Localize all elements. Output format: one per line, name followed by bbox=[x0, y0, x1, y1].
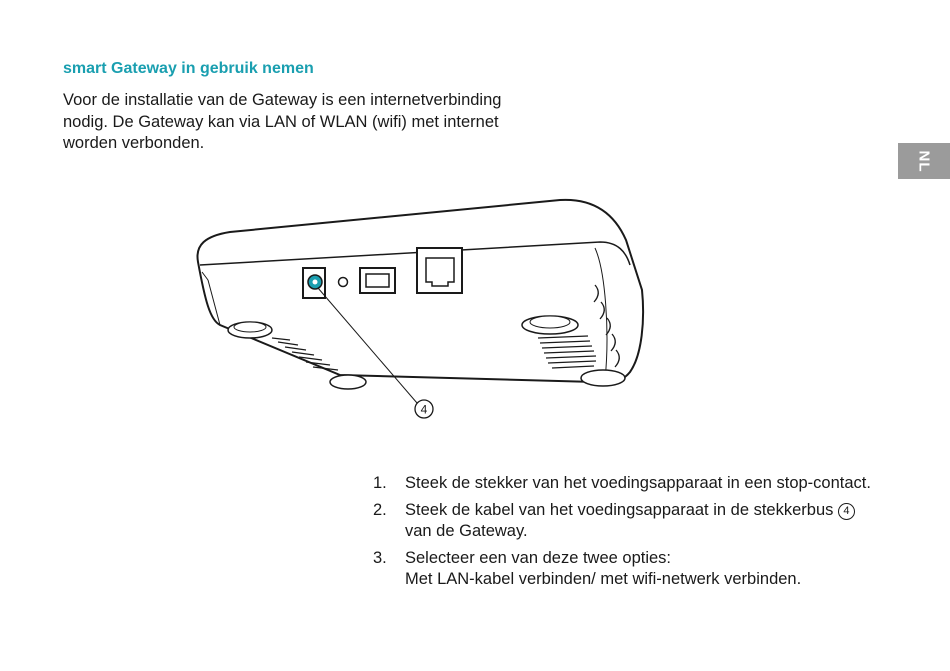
step-number: 3. bbox=[373, 549, 387, 567]
step-number: 1. bbox=[373, 474, 387, 492]
step-text-continued: van de Gateway. bbox=[405, 522, 528, 540]
foot-bottom bbox=[330, 375, 366, 389]
reset-button bbox=[339, 278, 348, 287]
section-heading: smart Gateway in gebruik nemen bbox=[63, 60, 314, 77]
language-tab-label: NL bbox=[915, 150, 933, 172]
language-tab bbox=[898, 143, 950, 179]
callout-number: 4 bbox=[420, 402, 428, 417]
step-number: 2. bbox=[373, 501, 387, 519]
step-text: Steek de kabel van het voedingsapparaat in de stekkerbus bbox=[405, 501, 834, 519]
step-item bbox=[373, 500, 913, 542]
step-text: Steek de stekker van het voedingsapparaat in een stop-contact. bbox=[405, 474, 871, 492]
foot-front bbox=[581, 370, 625, 386]
step-ref-callout: 4 bbox=[838, 503, 855, 520]
instruction-steps bbox=[373, 473, 913, 596]
step-item bbox=[373, 473, 913, 494]
step-options: Met LAN-kabel verbinden/ met wifi-netwerk verbinden. bbox=[405, 570, 802, 588]
step-item bbox=[373, 548, 913, 590]
gateway-illustration bbox=[190, 190, 650, 430]
step-text: Selecteer een van deze twee opties: bbox=[405, 549, 672, 567]
intro-paragraph: Voor de installatie van de Gateway is een internetverbinding nodig. De Gateway kan via LAN of WLAN (wifi) met internet worden verbonden. bbox=[63, 91, 502, 152]
